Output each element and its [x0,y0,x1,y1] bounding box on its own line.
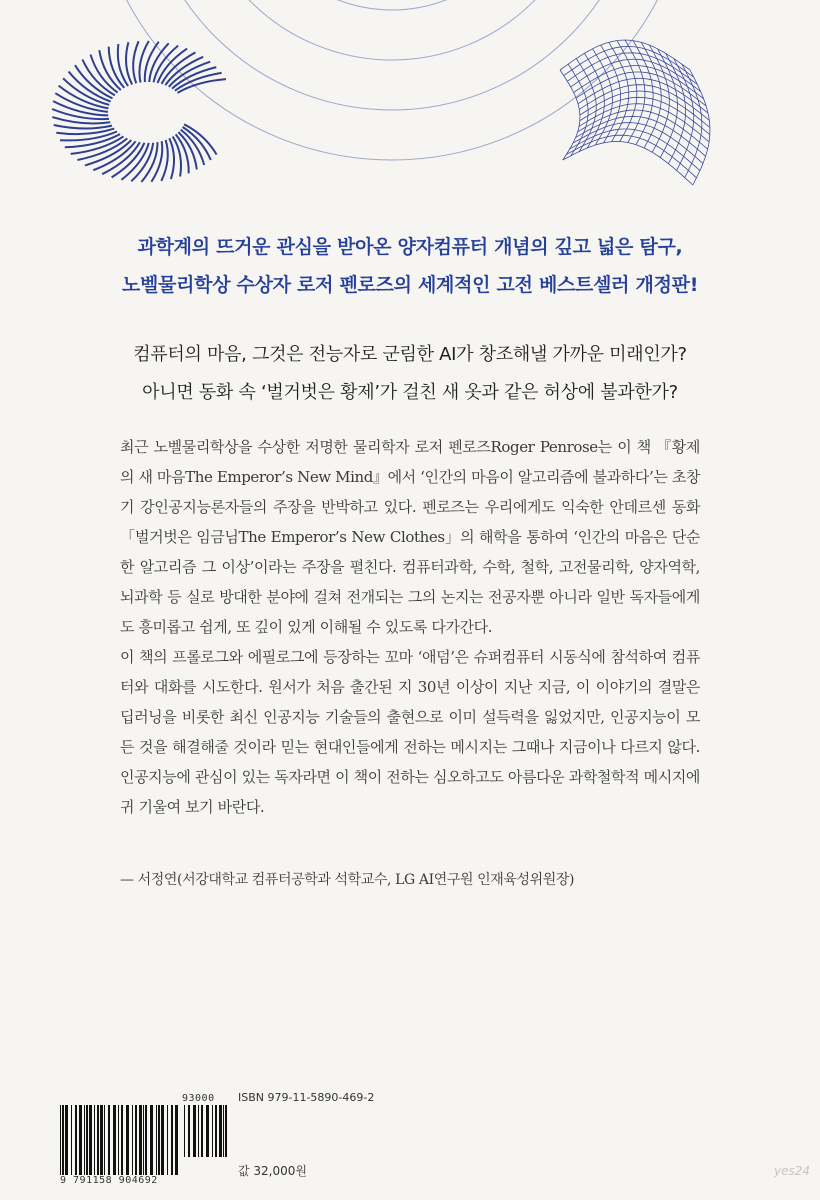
barcode-bar [167,1105,168,1175]
barcode-bar [121,1105,123,1175]
price-text: 값 32,000원 [238,1164,307,1178]
barcode-bar [108,1105,110,1175]
ribbon-stripe [126,42,132,84]
barcode-bar [161,1105,164,1175]
barcode-bar [212,1105,213,1157]
watermark: yes24 [774,1164,811,1178]
barcode-bar [143,1105,144,1175]
barcode-bar [84,1105,85,1175]
barcode-bar [184,1105,185,1157]
barcode-bar [158,1105,160,1175]
barcode-bar [113,1105,116,1175]
ribbon-stripe [133,41,138,83]
ribbon-stripe [178,79,227,93]
barcode-digits: 9 791158 904692 [60,1175,158,1186]
review-paragraph-1: 최근 노벨물리학상을 수상한 저명한 물리학자 로저 펜로즈Roger Penrose는 이 책 『황제의 새 마음The Emperor’s New Mind』에서 ‘인간의 마음이 알고리즘에 불과하다’는 초창기 강인공지능론자들의 주장을 반박하고 있다. 펜로즈는 우리에게도 익숙한 안데르센 동화 「벌거벗은 임금님The Emperor’s New Clothes」의 해학을 통하여 ‘인간의 마음은 단순한 알고리즘 그 이상’이라는 주장을 펼친다. 컴퓨터과학, 수학, 철학, 고전물리학, 양자역학, 뇌과학 등 실로 방대한 분야에 걸쳐 전개되는 그의 논지는 전공자뿐 아니라 일반 독자들에게도 흥미롭고 쉽게, 또 깊이 있게 이해될 수 있도록 다가간다. [120,438,700,636]
barcode-bar [118,1105,119,1175]
barcode-bars [60,1105,178,1175]
barcode-bar [62,1105,64,1175]
ribbon-stripe [176,134,189,173]
barcode-bar [145,1105,147,1175]
tagline-line-1: 과학계의 뜨거운 관심을 받아온 양자컴퓨터 개념의 깊고 넓은 탐구, [137,236,683,258]
barcode-bar [219,1105,222,1157]
cover-illustration [0,0,820,220]
ribbon-stripe [184,124,217,154]
barcode-bar [75,1105,77,1175]
barcode-bar [94,1105,95,1175]
barcode-bar [79,1105,82,1175]
barcode-bar [201,1105,203,1157]
ribbon-stripe [109,47,125,88]
ribbon-stripe [54,125,112,129]
barcode-bar [171,1105,173,1175]
barcode-bar [215,1105,217,1157]
barcode-bar [126,1105,129,1175]
ribbon-stripe [145,42,159,82]
barcode-bar [86,1105,88,1175]
ribbon-stripe [169,138,174,179]
barcode-bar [139,1105,142,1175]
barcode-bar [223,1105,224,1157]
barcode-bar [193,1105,196,1157]
barcode-bar [104,1105,105,1175]
barcode-bar [132,1105,133,1175]
tagline-line-2: 노벨물리학상 수상자 로저 펜로즈의 세계적인 고전 베스트셀러 개정판! [121,274,699,296]
barcode-bar [156,1105,157,1175]
barcode-bar [206,1105,209,1157]
barcode-bar [225,1105,227,1157]
striped-ribbon-graphic [52,41,226,182]
barcode-bar [97,1105,99,1175]
review-paragraph-2: 이 책의 프롤로그와 에필로그에 등장하는 꼬마 ‘애덤’은 슈퍼컴퓨터 시동식에 참석하여 컴퓨터와 대화를 시도한다. 원서가 처음 출간된 지 30년 이상이 지난 지금, 이 이야기의 결말은 딥러닝을 비롯한 최신 인공지능 기술들의 출현으로 이미 설득력을 잃었지만, 인공지능이 모든 것을 해결해줄 것이라 믿는 현대인들에게 전하는 메시지는 그때나 지금이나 다르지 않다. 인공지능에 관심이 있는 독자라면 이 책이 전하는 심오하고도 아름다운 과학철학적 메시지에 귀 기울여 보기 바란다. [120,648,700,816]
addon-code: 93000 [182,1093,215,1104]
question-line-2: 아니면 동화 속 ‘벌거벗은 황제’가 걸친 새 옷과 같은 허상에 불과한가? [142,382,678,403]
barcode-bar [150,1105,153,1175]
question-line-1: 컴퓨터의 마음, 그것은 전능자로 군림한 AI가 창조해낼 가까운 미래인가? [133,344,687,365]
mesh-surface-graphic [560,40,710,185]
barcode-bar [89,1105,92,1175]
barcode-bar [60,1105,61,1175]
barcode-bar [188,1105,190,1157]
isbn-barcode [60,1093,260,1185]
reviewer-byline: — 서정연(서강대학교 컴퓨터공학과 석학교수, LG AI연구원 인재육성위원장) [120,872,575,888]
barcode-bar [65,1105,68,1175]
addon-barcode-bars [184,1105,230,1157]
barcode-bar [100,1105,103,1175]
barcode-bar [71,1105,72,1175]
review-body [120,432,700,822]
isbn-text: ISBN 979-11-5890-469-2 [238,1091,375,1104]
barcode-bar [175,1105,178,1175]
ribbon-stripe [71,136,124,154]
barcode-bar [198,1105,199,1157]
barcode-bar [135,1105,137,1175]
